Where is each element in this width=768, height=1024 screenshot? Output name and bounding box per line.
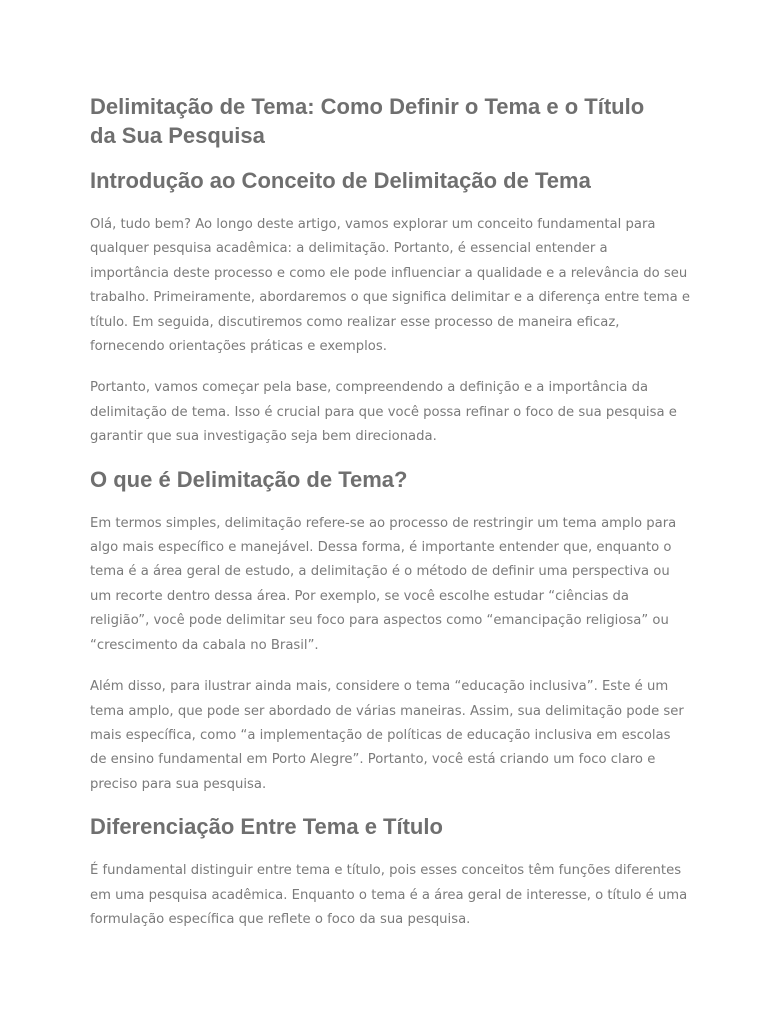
document-page [90, 92, 690, 932]
paragraph-o-que-e-1: Em termos simples, delimitação refere-se ao processo de restringir um tema amplo para algo mais específico e manejável. Dessa forma, é importante entender que, enquanto o tema é a área geral de estudo, a delimitação é o método de definir uma perspectiva ou um recorte dentro dessa área. Por exemplo, se você escolhe estudar “ciências da religião”, você pode delimitar seu foco para aspectos como “emancipação religiosa” ou “crescimento da cabala no Brasil”. [90, 515, 677, 653]
section-heading-diferenciacao: Diferenciação Entre Tema e Título [90, 814, 443, 840]
document-title: Delimitação de Tema: Como Definir o Tema e o Título da Sua Pesquisa [90, 94, 645, 148]
section-heading-introducao: Introdução ao Conceito de Delimitação de Tema [90, 168, 591, 193]
paragraph-intro-1: Olá, tudo bem? Ao longo deste artigo, vamos explorar um conceito fundamental para qualquer pesquisa acadêmica: a delimitação. Portanto, é essencial entender a importância deste processo e como ele pode influenciar a qualidade e a relevância do seu trabalho. Primeiramente, abordaremos o que significa delimitar e a diferença entre tema e título. Em seguida, discutiremos como realizar esse processo de maneira eficaz, fornecendo orientações práticas e exemplos. [90, 217, 691, 355]
paragraph-o-que-e-2: Além disso, para ilustrar ainda mais, considere o tema “educação inclusiva”. Este é um tema amplo, que pode ser abordado de várias maneiras. Assim, sua delimitação pode ser mais específica, como “a implementação de políticas de educação inclusiva em escolas de ensino fundamental em Porto Alegre”. Portanto, você está criando um foco claro e preciso para sua pesquisa. [90, 679, 684, 792]
paragraph-diferenciacao-1: É fundamental distinguir entre tema e título, pois esses conceitos têm funções diferentes em uma pesquisa acadêmica. Enquanto o tema é a área geral de interesse, o título é uma formulação específica que reflete o foco da sua pesquisa. [90, 863, 688, 927]
paragraph-intro-2: Portanto, vamos começar pela base, compreendendo a definição e a importância da delimitação de tema. Isso é crucial para que você possa refinar o foco de sua pesquisa e garantir que sua investigação seja bem direcionada. [90, 380, 677, 445]
section-heading-o-que-e: O que é Delimitação de Tema? [90, 466, 408, 492]
